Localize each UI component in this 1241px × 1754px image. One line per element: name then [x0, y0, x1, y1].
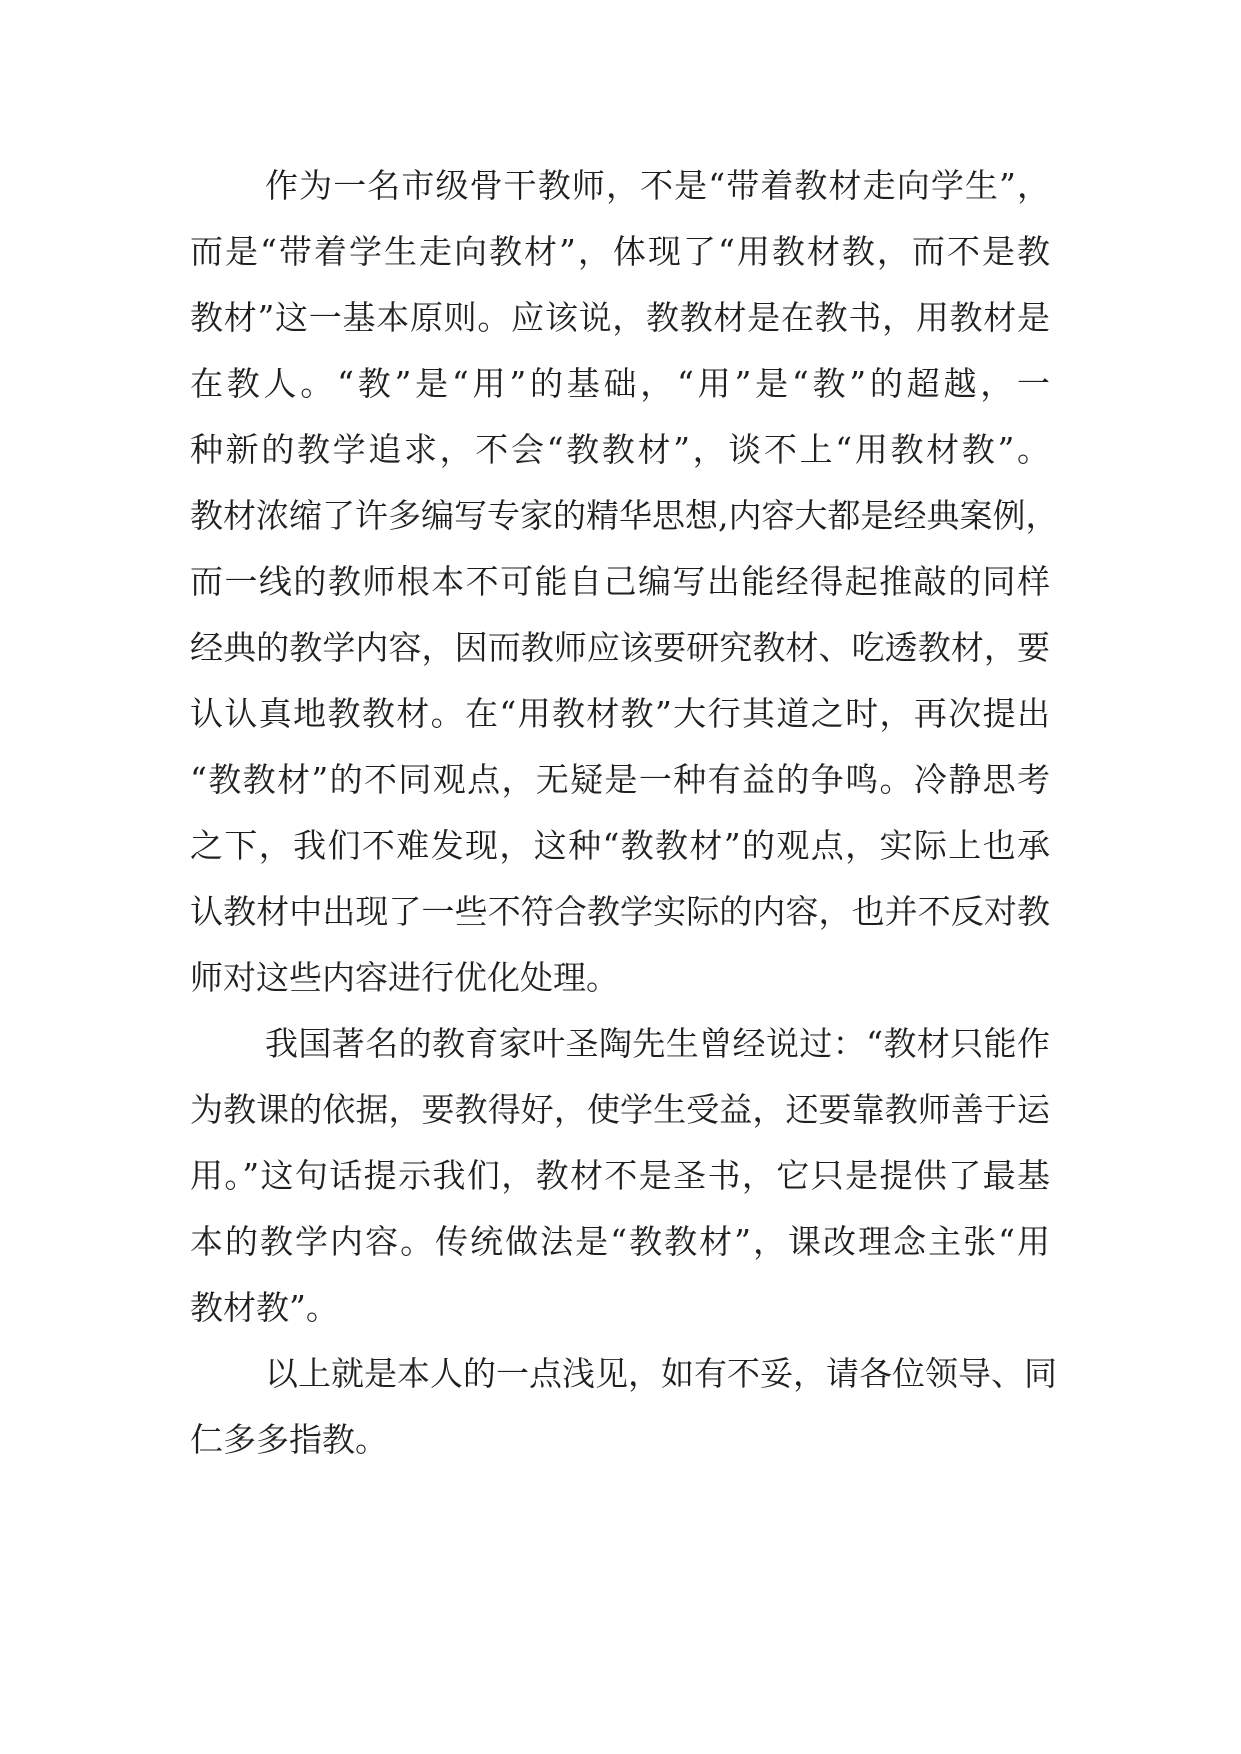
paragraph-line: 为教课的依据，要教得好，使学生受益，还要靠教师善于运 [190, 1090, 1050, 1129]
paragraph-line: 本的教学内容。传统做法是“教教材”，课改理念主张“用 [190, 1222, 1050, 1261]
document-body [190, 153, 1059, 1473]
paragraph-line: 经典的教学内容，因而教师应该要研究教材、吃透教材，要 [190, 628, 1050, 667]
paragraph-line: 我国著名的教育家叶圣陶先生曾经说过：“教材只能作 [265, 1024, 1050, 1063]
paragraph-line: 种新的教学追求，不会“教教材”，谈不上“用教材教”。 [190, 430, 1050, 469]
paragraph-1 [190, 153, 1059, 1011]
paragraph-line: 师对这些内容进行优化处理。 [190, 958, 619, 997]
paragraph-line: 教材教”。 [190, 1288, 339, 1327]
paragraph-line: 而是“带着学生走向教材”，体现了“用教材教，而不是教 [190, 232, 1050, 271]
paragraph-line: 在教人。“教”是“用”的基础，“用”是“教”的超越，一 [190, 364, 1050, 403]
paragraph-line: 认认真地教教材。在“用教材教”大行其道之时，再次提出 [190, 694, 1050, 733]
paragraph-line: 教材”这一基本原则。应该说，教教材是在教书，用教材是 [190, 298, 1050, 337]
paragraph-line: 而一线的教师根本不可能自己编写出能经得起推敲的同样 [190, 562, 1050, 601]
paragraph-line: 以上就是本人的一点浅见，如有不妥，请各位领导、同 [265, 1354, 1057, 1393]
paragraph-line: 用。”这句话提示我们，教材不是圣书，它只是提供了最基 [190, 1156, 1050, 1195]
paragraph-2 [190, 1011, 1050, 1341]
paragraph-3 [190, 1341, 1057, 1473]
paragraph-line: 作为一名市级骨干教师，不是“带着教材走向学生”， [265, 166, 1050, 205]
paragraph-line: 仁多多指教。 [190, 1420, 388, 1459]
paragraph-line: “教教材”的不同观点，无疑是一种有益的争鸣。冷静思考 [190, 760, 1050, 799]
paragraph-line: 之下，我们不难发现，这种“教教材”的观点，实际上也承 [190, 826, 1050, 865]
paragraph-line: 认教材中出现了一些不符合教学实际的内容，也并不反对教 [190, 892, 1050, 931]
paragraph-line: 教材浓缩了许多编写专家的精华思想,内容大都是经典案例， [190, 496, 1059, 535]
